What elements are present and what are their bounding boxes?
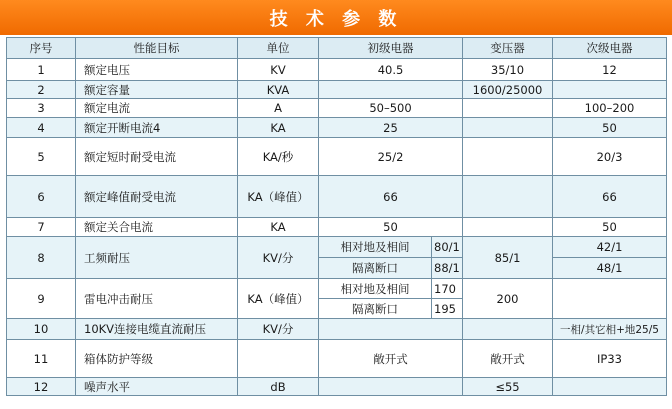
row-primary: 25/2	[319, 138, 463, 176]
sub-value: 88/1	[432, 258, 463, 279]
row-secondary: 50	[553, 118, 667, 138]
row-no: 7	[7, 218, 76, 237]
row-no: 11	[7, 340, 76, 378]
row-secondary: 50	[553, 218, 667, 237]
header-no: 序号	[7, 38, 76, 59]
row-name: 箱体防护等级	[76, 340, 238, 378]
row-transformer: 敞开式	[463, 340, 553, 378]
row-transformer: 85/1	[463, 237, 553, 279]
row-no: 12	[7, 378, 76, 396]
row-transformer: ≤55	[463, 378, 553, 396]
row-secondary	[553, 279, 667, 319]
header-secondary: 次级电器	[553, 38, 667, 59]
row-secondary: 一相/其它相+地25/5	[553, 319, 667, 340]
row-no: 6	[7, 176, 76, 218]
sub-value: 195	[432, 299, 463, 319]
row-name: 额定容量	[76, 81, 238, 99]
sub-label: 隔离断口	[319, 299, 432, 319]
row-secondary: IP33	[553, 340, 667, 378]
row-name: 额定电流	[76, 99, 238, 118]
row-primary	[319, 378, 463, 396]
row-unit: KA	[238, 118, 319, 138]
table-row	[7, 138, 667, 176]
row-name: 额定电压	[76, 59, 238, 81]
row-secondary: 100–200	[553, 99, 667, 118]
sub-value: 170	[432, 279, 463, 299]
header-primary: 初级电器	[319, 38, 463, 59]
row-primary	[319, 81, 463, 99]
row-name: 额定开断电流4	[76, 118, 238, 138]
row-no: 2	[7, 81, 76, 99]
row-name: 额定短时耐受电流	[76, 138, 238, 176]
row-transformer	[463, 319, 553, 340]
row-name: 工频耐压	[76, 237, 238, 279]
row-unit: KV/分	[238, 319, 319, 340]
row-unit: KA（峰值）	[238, 176, 319, 218]
row-primary: 40.5	[319, 59, 463, 81]
row-transformer: 1600/25000	[463, 81, 553, 99]
header-row	[7, 38, 667, 59]
row-secondary: 48/1	[553, 258, 667, 279]
row-name: 雷电冲击耐压	[76, 279, 238, 319]
header-name: 性能目标	[76, 38, 238, 59]
table-row	[7, 378, 667, 396]
row-unit: KA	[238, 218, 319, 237]
row-transformer: 35/10	[463, 59, 553, 81]
table-title: 技 术 参 数	[0, 0, 672, 35]
row-transformer	[463, 99, 553, 118]
row-unit: dB	[238, 378, 319, 396]
row-secondary: 42/1	[553, 237, 667, 258]
table-row	[7, 237, 667, 258]
table-row	[7, 99, 667, 118]
row-primary: 50	[319, 218, 463, 237]
row-no: 10	[7, 319, 76, 340]
row-primary	[319, 319, 463, 340]
header-transformer: 变压器	[463, 38, 553, 59]
sub-label: 相对地及相间	[319, 237, 432, 258]
table-row	[7, 59, 667, 81]
row-primary: 敞开式	[319, 340, 463, 378]
sub-label: 隔离断口	[319, 258, 432, 279]
row-transformer	[463, 176, 553, 218]
row-transformer: 200	[463, 279, 553, 319]
spec-table	[6, 37, 667, 396]
table-row	[7, 340, 667, 378]
row-name: 噪声水平	[76, 378, 238, 396]
row-no: 8	[7, 237, 76, 279]
header-unit: 单位	[238, 38, 319, 59]
row-name: 10KV连接电缆直流耐压	[76, 319, 238, 340]
row-unit: A	[238, 99, 319, 118]
row-no: 1	[7, 59, 76, 81]
row-unit	[238, 340, 319, 378]
table-row	[7, 176, 667, 218]
row-secondary	[553, 81, 667, 99]
sub-label: 相对地及相间	[319, 279, 432, 299]
row-transformer	[463, 138, 553, 176]
row-primary: 25	[319, 118, 463, 138]
row-secondary: 12	[553, 59, 667, 81]
row-secondary	[553, 378, 667, 396]
row-unit: KVA	[238, 81, 319, 99]
row-unit: KA/秒	[238, 138, 319, 176]
row-primary: 66	[319, 176, 463, 218]
row-secondary: 66	[553, 176, 667, 218]
row-primary: 50–500	[319, 99, 463, 118]
table-row	[7, 81, 667, 99]
table-row	[7, 118, 667, 138]
row-unit: KV/分	[238, 237, 319, 279]
row-transformer	[463, 218, 553, 237]
row-no: 5	[7, 138, 76, 176]
row-no: 9	[7, 279, 76, 319]
row-transformer	[463, 118, 553, 138]
row-name: 额定关合电流	[76, 218, 238, 237]
row-name: 额定峰值耐受电流	[76, 176, 238, 218]
row-secondary: 20/3	[553, 138, 667, 176]
row-unit: KV	[238, 59, 319, 81]
row-unit: KA（峰值）	[238, 279, 319, 319]
table-row	[7, 279, 667, 299]
row-no: 3	[7, 99, 76, 118]
sub-value: 80/1	[432, 237, 463, 258]
table-row	[7, 218, 667, 237]
table-row	[7, 319, 667, 340]
row-no: 4	[7, 118, 76, 138]
